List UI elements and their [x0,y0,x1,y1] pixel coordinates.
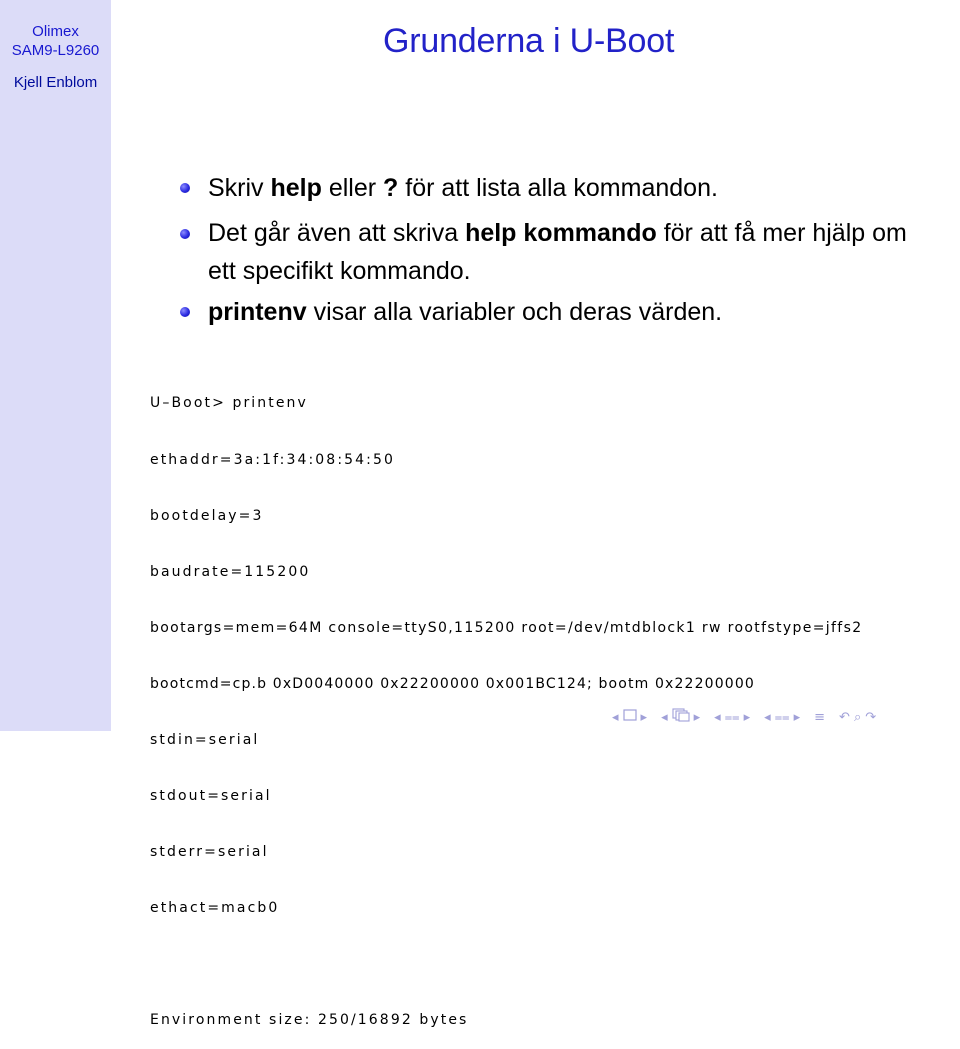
terminal-line: stdin=serial [150,731,260,748]
nav-frame-prev-icon[interactable]: ◂ [612,709,619,725]
sidebar-author[interactable]: Kjell Enblom [13,74,98,91]
bullet-text-part: för att få mer hjälp om ett specifikt kommando. [208,219,907,285]
bullet-icon [180,229,190,239]
bullet-text [208,292,920,332]
terminal-line: bootcmd=cp.b 0xD0040000 0x22200000 0x001BC124; bootm 0x22200000 [150,675,755,692]
sidebar-board[interactable]: SAM9-L9260 [11,42,100,59]
beamer-navigation [612,707,890,727]
bullet-text-part: Det går även att skriva [208,219,466,247]
sidebar [0,0,111,731]
nav-slide-next-icon[interactable]: ▸ [693,709,701,725]
bullet-text-part: eller [321,174,384,202]
nav-align-group [814,710,825,725]
terminal-line: ethact=macb0 [150,900,280,917]
nav-slide-prev-icon[interactable]: ◂ [661,709,668,725]
terminal-line: baudrate=115200 [150,563,311,580]
nav-section-group [714,710,750,725]
terminal-line: ethaddr=3a:1f:34:08:54:50 [150,451,395,468]
nav-slide-group [661,708,700,726]
bullet-item [180,292,920,332]
bullet-text-bold: printenv [208,298,307,326]
terminal-footer: Environment size: 250/16892 bytes [150,1012,469,1029]
nav-frame-icon[interactable] [623,709,637,725]
nav-frame-group [612,709,647,725]
terminal-line: stdout=serial [150,788,272,805]
nav-slide-icon[interactable] [672,708,690,726]
nav-section-prev-icon[interactable]: ◂ [714,709,721,725]
nav-subsection-next-icon[interactable]: ▸ [793,709,801,725]
bullet-text-part: Skriv [208,174,271,202]
nav-undo-icon[interactable]: ↶ [839,709,850,725]
terminal-line: U–Boot> printenv [150,395,308,412]
nav-redo-icon[interactable]: ↷ [865,709,877,725]
bullet-list [180,168,920,332]
bullet-text [208,214,920,290]
terminal-output [150,357,863,1049]
bullet-text-part: visar alla variabler och deras värden. [306,298,723,326]
nav-section-icon[interactable]: ⩵ [724,709,740,725]
terminal-line: stderr=serial [150,844,269,861]
sidebar-company[interactable]: Olimex [32,23,79,40]
slide-title: Grunderna i U-Boot [383,22,675,60]
bullet-text-part: för att lista alla kommandon. [398,174,718,202]
terminal-line: bootdelay=3 [150,507,264,524]
nav-section-next-icon[interactable]: ▸ [743,709,751,725]
bullet-item [180,168,920,208]
terminal-gap [150,955,863,974]
bullet-icon [180,307,190,317]
nav-search-icon[interactable]: ⌕ [853,709,862,725]
nav-subsection-icon[interactable]: ⩵ [774,709,790,725]
bullet-text-bold: ? [383,174,399,202]
nav-subsection-group [764,710,800,725]
bullet-text-bold: help [270,174,322,202]
nav-subsection-prev-icon[interactable]: ◂ [764,709,771,725]
nav-search-group [839,710,876,725]
bullet-text [208,168,920,208]
bullet-icon [180,183,190,193]
nav-frame-next-icon[interactable]: ▸ [640,709,648,725]
terminal-line: bootargs=mem=64M console=ttyS0,115200 root=/dev/mtdblock1 rw rootfstype=jffs2 [150,619,863,636]
bullet-item [180,214,920,290]
nav-align-icon[interactable]: ≡ [814,709,826,725]
bullet-text-bold: help kommando [465,219,657,247]
